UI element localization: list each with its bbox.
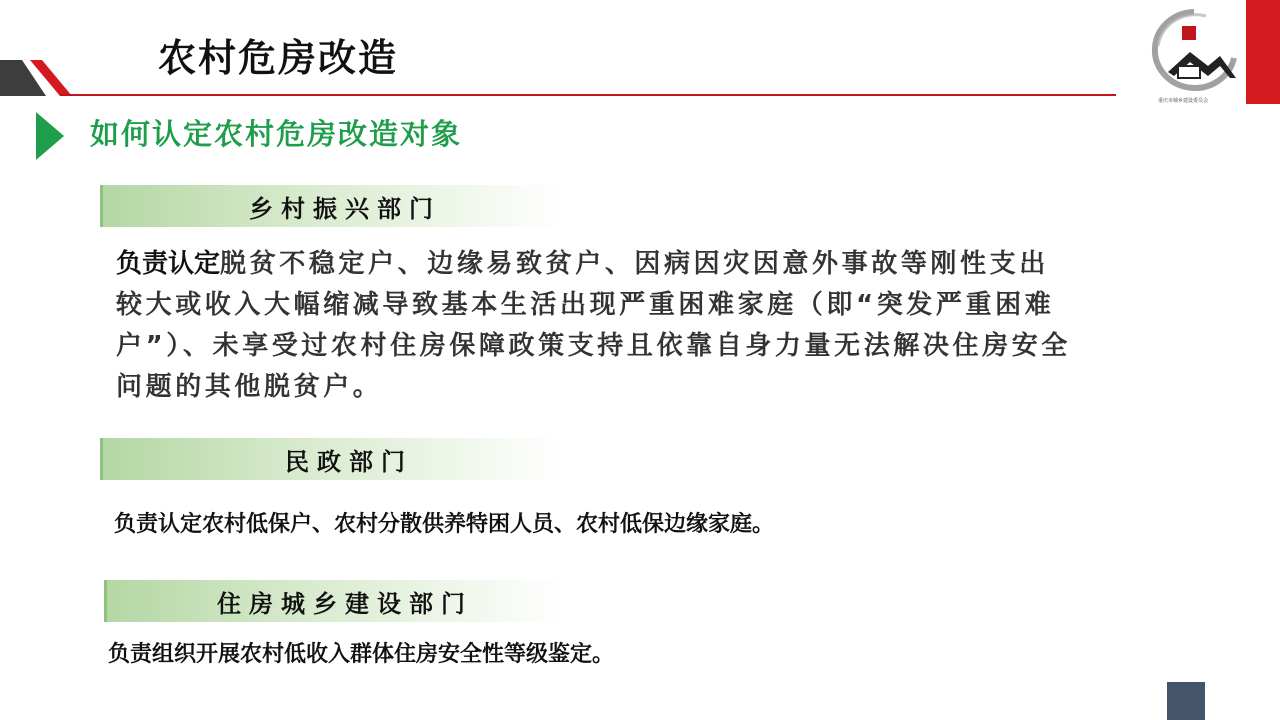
page-marker — [1167, 682, 1205, 720]
department-band-housing-construction — [104, 580, 563, 622]
department-band-civil-affairs — [100, 438, 563, 480]
description-body: 脱贫不稳定户、边缘易致贫户、因病因灾因意外事故等刚性支出较大或收入大幅缩减导致基本生活出现严重困难家庭（即“突发严重困难户”）、未享受过农村住房保障政策支持且依靠自身力量无法解决住房安全问题的其他脱贫户。 — [116, 249, 1071, 402]
section-arrow-icon — [36, 112, 64, 160]
department-name: 住房城乡建设部门 — [217, 589, 473, 618]
department-name: 乡村振兴部门 — [249, 194, 441, 223]
header-divider — [60, 94, 1116, 96]
department-band-rural-revitalization — [100, 185, 563, 227]
section-heading: 如何认定农村危房改造对象 — [90, 117, 463, 151]
organization-logo — [1146, 6, 1242, 108]
department-description — [116, 244, 1076, 408]
corner-accent-bar — [1246, 0, 1280, 104]
page-title: 农村危房改造 — [158, 36, 399, 80]
department-name: 民政部门 — [285, 447, 413, 476]
department-description: 负责组织开展农村低收入群体住房安全性等级鉴定。 — [108, 642, 615, 667]
department-description: 负责认定农村低保户、农村分散供养特困人员、农村低保边缘家庭。 — [114, 512, 775, 537]
logo-caption: 重庆市城乡建设委员会 — [1158, 98, 1209, 104]
logo-emblem-icon — [1146, 6, 1242, 108]
description-lead: 负责认定 — [116, 249, 221, 279]
